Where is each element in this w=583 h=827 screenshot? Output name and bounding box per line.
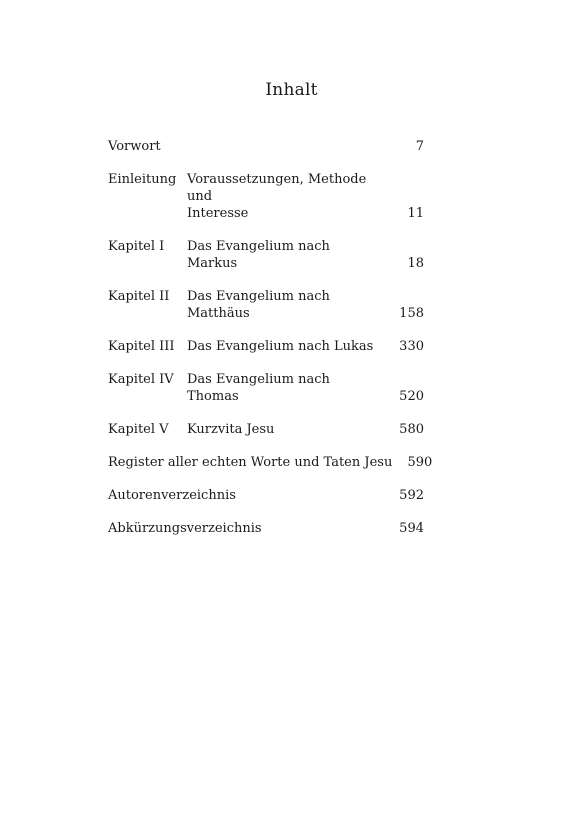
- toc-entry-title: Abkürzungsverzeichnis: [108, 521, 262, 536]
- toc-entry-kapitel-4: [108, 371, 424, 405]
- toc-entry-einleitung: [108, 171, 424, 222]
- toc-entry-title: Kurzvita Jesu: [187, 422, 275, 437]
- toc-entry-label: Kapitel II: [108, 289, 170, 304]
- toc-entry-label: Kapitel IV: [108, 372, 174, 387]
- toc-page-number: 7: [415, 139, 424, 154]
- toc-page-number: 590: [407, 455, 433, 470]
- toc-entry-kapitel-1: [108, 238, 424, 272]
- toc-page-number: 580: [399, 422, 424, 437]
- toc-entry-title-line-2: Interesse: [187, 206, 249, 221]
- toc-page-number: 158: [399, 306, 424, 321]
- toc-page-number: 520: [399, 389, 424, 404]
- toc-entry-title: Vorwort: [108, 139, 161, 154]
- toc-entry-register: [108, 454, 433, 471]
- toc-entry-title: Das Evangelium nach Thomas: [187, 372, 330, 404]
- toc-entry-vorwort: [108, 138, 424, 155]
- toc-entry-label: Kapitel V: [108, 422, 169, 437]
- toc-entry-label: Einleitung: [108, 172, 177, 187]
- page-title: Inhalt: [265, 80, 318, 100]
- toc-entry-kapitel-3: [108, 338, 424, 355]
- toc-entry-title: Autorenverzeichnis: [108, 488, 236, 503]
- toc-entry-title: Das Evangelium nach Matthäus: [187, 289, 330, 321]
- toc-entry-autorenverzeichnis: [108, 487, 424, 504]
- toc-entry-kapitel-2: [108, 288, 424, 322]
- toc-page-number: 330: [399, 339, 424, 354]
- toc-entry-title: Register aller echten Worte und Taten Jesu: [108, 455, 393, 470]
- toc-page-number: 11: [407, 206, 424, 221]
- table-of-contents: [108, 138, 433, 553]
- toc-page-number: 18: [407, 256, 424, 271]
- toc-entry-title: Das Evangelium nach Lukas: [187, 339, 374, 354]
- toc-entry-abkuerzungsverzeichnis: [108, 520, 424, 537]
- toc-page-number: 594: [399, 521, 424, 536]
- toc-entry-label: Kapitel I: [108, 239, 165, 254]
- toc-entry-title: Das Evangelium nach Markus: [187, 239, 330, 271]
- toc-entry-kapitel-5: [108, 421, 424, 438]
- toc-page-number: 592: [399, 488, 424, 503]
- toc-entry-title-line-1: Voraussetzungen, Methode und: [187, 172, 367, 204]
- toc-entry-label: Kapitel III: [108, 339, 175, 354]
- toc-entry-title: [187, 171, 384, 222]
